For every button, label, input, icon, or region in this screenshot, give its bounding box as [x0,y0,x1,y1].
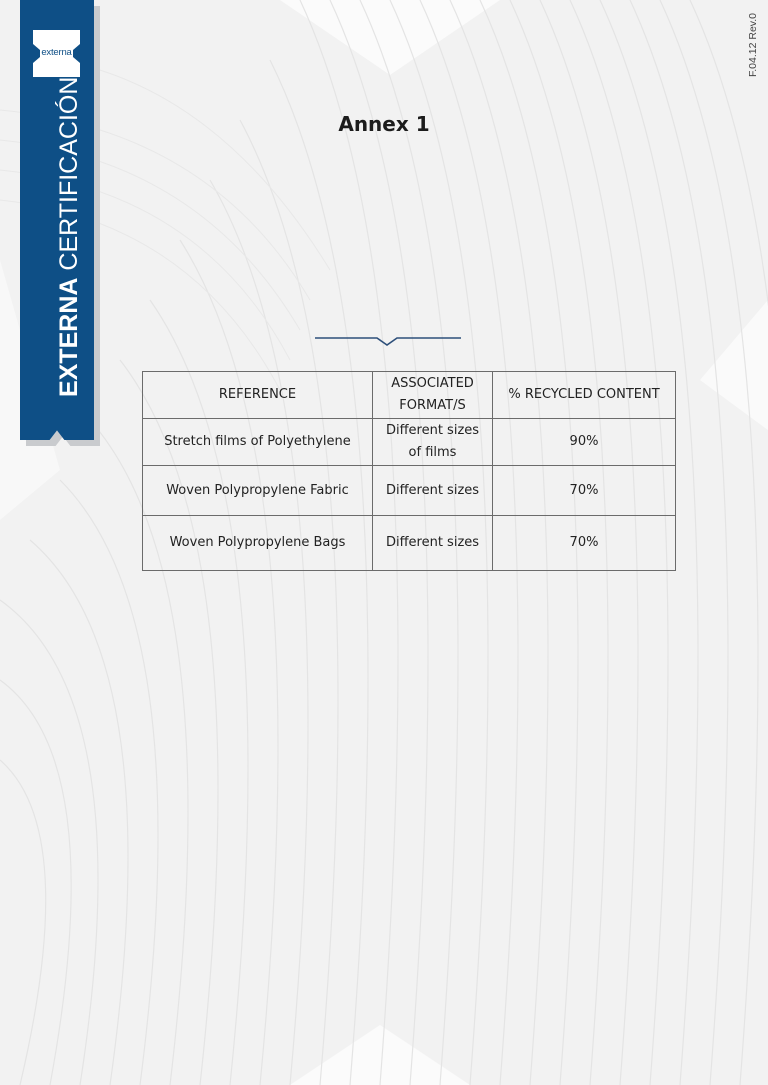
table-row [143,516,676,571]
ribbon-title-light: CERTIFICACIÓN [55,76,83,271]
header-format-line2: FORMAT/S [399,398,466,413]
cell-reference: Stretch films of Polyethylene [143,419,373,466]
cell-format-line2: of films [408,445,457,460]
ribbon-title-bold: EXTERNA [55,277,83,397]
table-row [143,466,676,516]
logo-text: externa [41,47,72,58]
header-reference: REFERENCE [143,372,373,419]
header-associated-formats [373,372,493,419]
annex-table [142,371,676,571]
table-header-row [143,372,676,419]
header-format-line1: ASSOCIATED [391,376,474,391]
header-recycled-content: % RECYCLED CONTENT [493,372,676,419]
divider-chevron [315,334,461,348]
brand-ribbon [20,0,94,440]
table-row [143,419,676,466]
cell-recycled: 90% [493,419,676,466]
cell-format [373,419,493,466]
cell-format: Different sizes [373,516,493,571]
cell-format: Different sizes [373,466,493,516]
document-code: F.04.12 Rev.0 [747,12,759,77]
cell-format-line1: Different sizes [385,423,480,438]
cell-recycled: 70% [493,466,676,516]
externa-logo [33,30,80,77]
cell-reference: Woven Polypropylene Fabric [143,466,373,516]
cell-recycled: 70% [493,516,676,571]
page-title: Annex 1 [338,112,430,136]
cell-reference: Woven Polypropylene Bags [143,516,373,571]
